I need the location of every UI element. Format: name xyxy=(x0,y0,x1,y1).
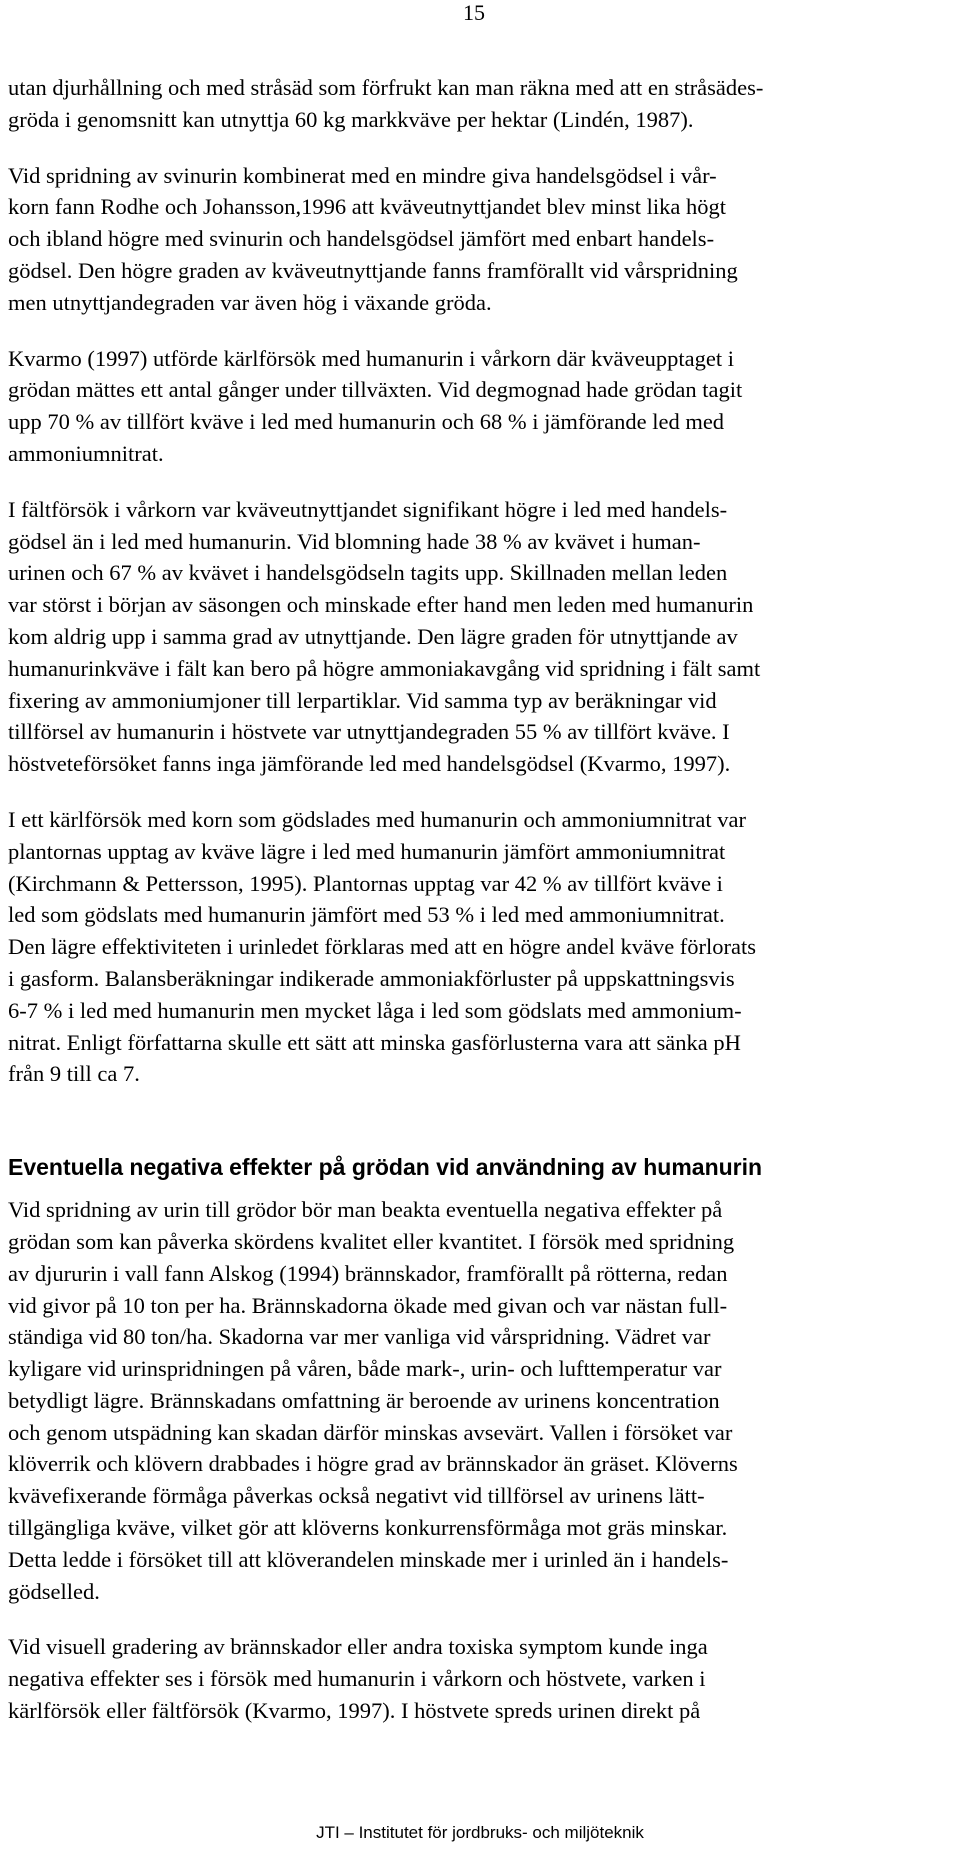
text-line: Vid spridning av svinurin kombinerat med en mindre giva handelsgödsel i vår- xyxy=(8,162,717,188)
text-line: och ibland högre med svinurin och handelsgödsel jämfört med enbart handels- xyxy=(8,226,715,252)
text-line: gödselled. xyxy=(8,1578,100,1604)
page-body xyxy=(0,72,960,1727)
text-line: Detta ledde i försöket till att klöverandelen minskade mer i urinled än i handels- xyxy=(8,1546,729,1572)
text-line: I ett kärlförsök med korn som gödslades med humanurin och ammoniumnitrat var xyxy=(8,806,746,832)
text-line: upp 70 % av tillfört kväve i led med humanurin och 68 % i jämförande led med xyxy=(8,409,725,435)
paragraph-7 xyxy=(8,1631,948,1726)
text-line: betydligt lägre. Brännskadans omfattning är beroende av urinens koncentration xyxy=(8,1387,720,1413)
text-line: gröda i genomsnitt kan utnyttja 60 kg markkväve per hektar (Lindén, 1987). xyxy=(8,106,694,132)
text-line: Vid spridning av urin till grödor bör man beakta eventuella negativa effekter på xyxy=(8,1197,723,1223)
text-line: Den lägre effektiviteten i urinledet förklaras med att en högre andel kväve förlorats xyxy=(8,934,757,960)
text-line: I fältförsök i vårkorn var kväveutnyttjandet signifikant högre i led med handels- xyxy=(8,496,728,522)
text-line: 6-7 % i led med humanurin men mycket låga i led som gödslats med ammonium- xyxy=(8,997,742,1023)
paragraph-2 xyxy=(8,160,948,319)
text-line: vid givor på 10 ton per ha. Brännskadorna ökade med givan och var nästan full- xyxy=(8,1292,728,1318)
text-line: grödan mättes ett antal gånger under tillväxten. Vid degmognad hade grödan tagit xyxy=(8,377,743,403)
paragraph-5 xyxy=(8,804,948,1090)
text-line: ständiga vid 80 ton/ha. Skadorna var mer vanliga vid vårspridning. Vädret var xyxy=(8,1324,711,1350)
text-line: av djururin i vall fann Alskog (1994) brännskador, framförallt på rötterna, redan xyxy=(8,1260,728,1286)
paragraph-6 xyxy=(8,1194,948,1607)
text-line: korn fann Rodhe och Johansson,1996 att kväveutnyttjandet blev minst lika högt xyxy=(8,194,727,220)
text-line: nitrat. Enligt författarna skulle ett sätt att minska gasförlusterna vara att sänka pH xyxy=(8,1029,741,1055)
text-line: kyligare vid urinspridningen på våren, både mark-, urin- och lufttemperatur var xyxy=(8,1356,722,1382)
section-heading: Eventuella negativa effekter på grödan vid användning av humanurin xyxy=(8,1154,763,1181)
text-line: Kvarmo (1997) utförde kärlförsök med humanurin i vårkorn där kväveupptaget i xyxy=(8,345,735,371)
text-line: ammoniumnitrat. xyxy=(8,440,164,466)
text-line: gödsel. Den högre graden av kväveutnyttjande fanns framförallt vid vårspridning xyxy=(8,257,738,283)
text-line: kärlförsök eller fältförsök (Kvarmo, 1997). I höstvete spreds urinen direkt på xyxy=(8,1698,701,1724)
text-line: led som gödslats med humanurin jämfört med 53 % i led med ammoniumnitrat. xyxy=(8,902,725,928)
text-line: klöverrik och klövern drabbades i högre grad av brännskador än gräset. Klöverns xyxy=(8,1451,738,1477)
text-line: och genom utspädning kan skadan därför minskas avsevärt. Vallen i försöket var xyxy=(8,1419,733,1445)
text-line: kvävefixerande förmåga påverkas också negativt vid tillförsel av urinens lätt- xyxy=(8,1483,705,1509)
page-footer: JTI – Institutet för jordbruks- och miljöteknik xyxy=(316,1823,644,1842)
text-line: i gasform. Balansberäkningar indikerade ammoniakförluster på uppskattningsvis xyxy=(8,965,735,991)
text-line: (Kirchmann & Pettersson, 1995). Plantornas upptag var 42 % av tillfört kväve i xyxy=(8,870,723,896)
text-line: grödan som kan påverka skördens kvalitet eller kvantitet. I försök med spridning xyxy=(8,1228,735,1254)
text-line: var störst i början av säsongen och minskade efter hand men leden med humanurin xyxy=(8,592,754,618)
paragraph-3 xyxy=(8,343,948,470)
text-line: men utnyttjandegraden var även hög i växande gröda. xyxy=(8,289,492,315)
text-line: Vid visuell gradering av brännskador eller andra toxiska symptom kunde inga xyxy=(8,1634,708,1660)
text-line: kom aldrig upp i samma grad av utnyttjande. Den lägre graden för utnyttjande av xyxy=(8,623,738,649)
text-line: urinen och 67 % av kvävet i handelsgödseln tagits upp. Skillnaden mellan leden xyxy=(8,560,728,586)
text-line: fixering av ammoniumjoner till lerpartiklar. Vid samma typ av beräkningar vid xyxy=(8,687,717,713)
text-line: tillförsel av humanurin i höstvete var utnyttjandegraden 55 % av tillfört kväve. I xyxy=(8,719,730,745)
text-line: tillgängliga kväve, vilket gör att klöverns konkurrensförmåga mot gräs minskar. xyxy=(8,1515,728,1541)
text-line: gödsel än i led med humanurin. Vid blomning hade 38 % av kvävet i human- xyxy=(8,528,701,554)
page-number: 15 xyxy=(463,0,485,25)
text-line: humanurinkväve i fält kan bero på högre ammoniakavgång vid spridning i fält samt xyxy=(8,655,761,681)
text-line: negativa effekter ses i försök med humanurin i vårkorn och höstvete, varken i xyxy=(8,1666,706,1692)
text-line: höstveteförsöket fanns inga jämförande led med handelsgödsel (Kvarmo, 1997). xyxy=(8,751,731,777)
text-line: plantornas upptag av kväve lägre i led med humanurin jämfört ammoniumnitrat xyxy=(8,838,726,864)
text-line: utan djurhållning och med stråsäd som förfrukt kan man räkna med att en stråsädes- xyxy=(8,75,764,100)
text-line: från 9 till ca 7. xyxy=(8,1061,140,1087)
paragraph-1 xyxy=(8,72,948,136)
paragraph-4 xyxy=(8,494,948,780)
